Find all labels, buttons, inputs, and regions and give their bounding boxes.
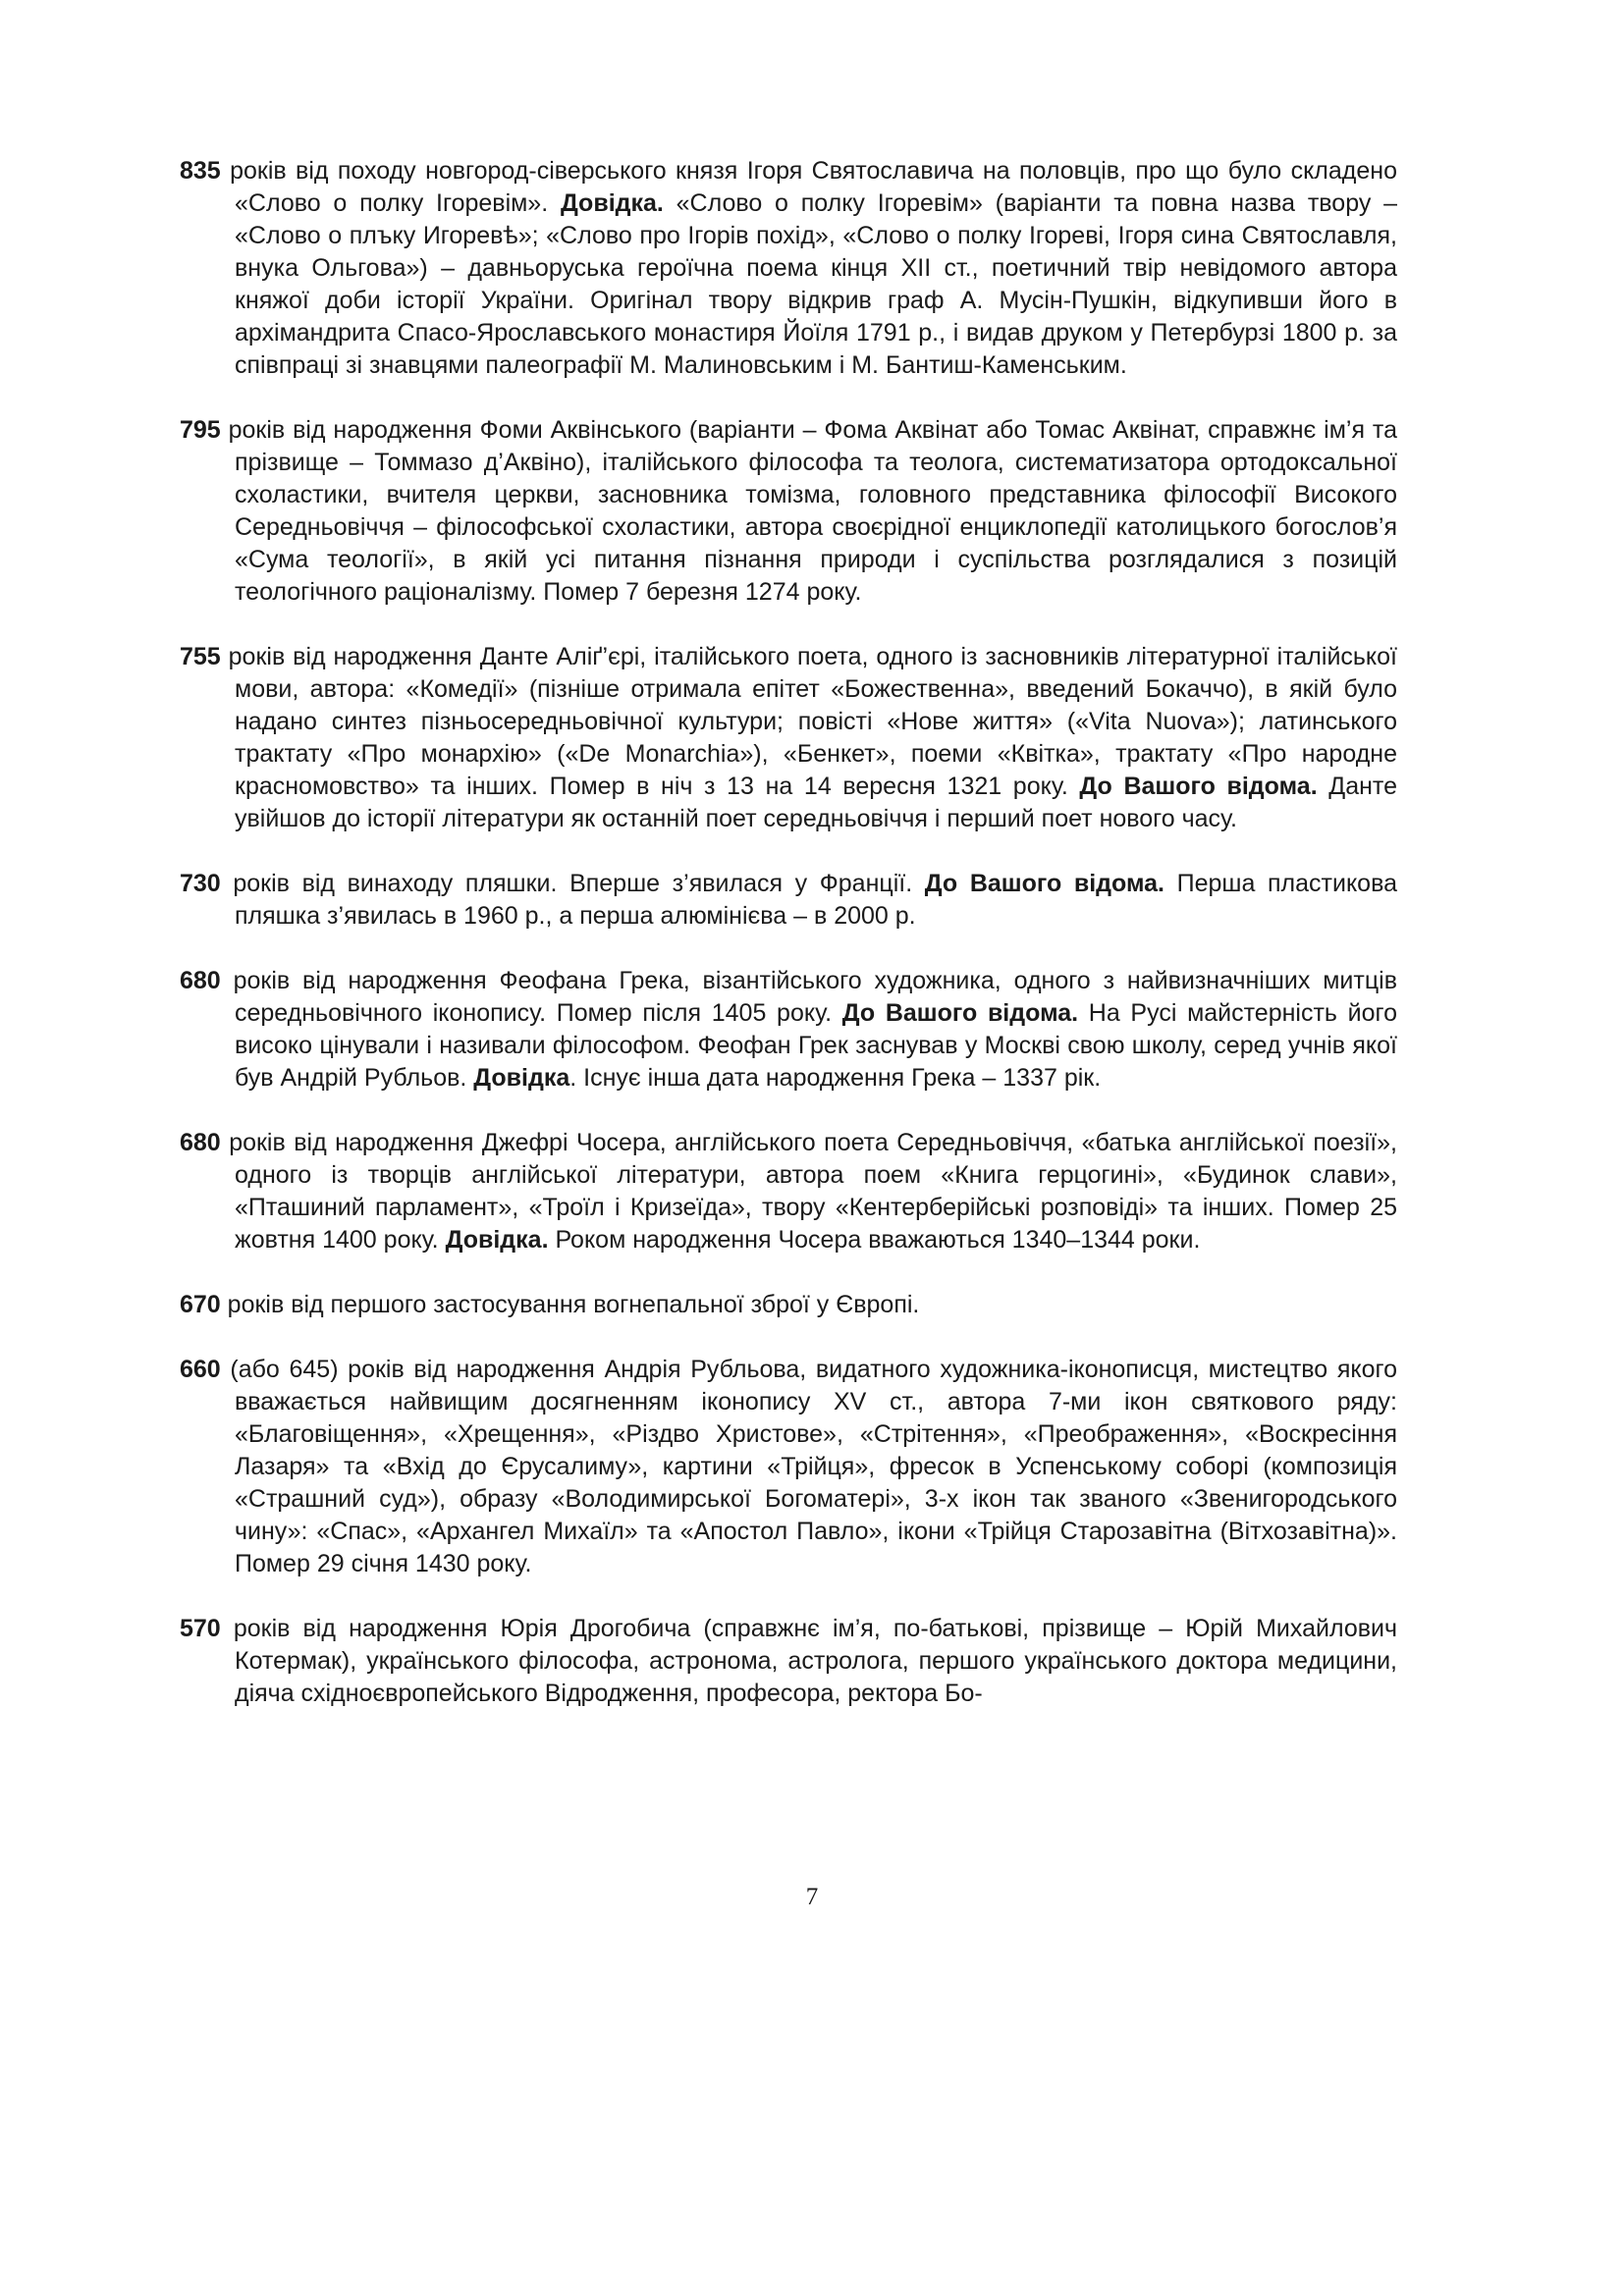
entry-bold-label: Довідка. [445, 1226, 549, 1254]
entry-years-number: 730 [180, 870, 221, 897]
entry-text: років від походу новгород-сіверського князя Ігоря Святославича на половців, про що було складено «Слово о полку Ігоревім». [220, 157, 1397, 217]
page-number: 7 [805, 1884, 819, 1910]
entry-years-number: 660 [180, 1356, 221, 1383]
anniversary-entry [180, 1289, 1397, 1321]
entry-years-number: 670 [180, 1291, 221, 1318]
entry-years-number: 795 [180, 416, 221, 444]
entry-text: «Слово о полку Ігоревім» (варіанти та повна назва твору – «Слово о плъку Игоревѣ»; «Слово про Ігорів похід», «Слово о полку Ігореві, Ігоря сина Святославля, внука Ольгова») – давньоруська героїчна поема кінця XII ст., поетичний твір невідомого автора княжої доби історії України. Оригінал твору відкрив граф А. Мусін-Пушкін, відкупивши його в архімандрита Спасо-Ярославського монастиря Йоїля 1791 р., і видав друком у Петербурзі 1800 р. за співпраці зі знавцями палеографії М. Малиновським і М. Бантиш-Каменським. [235, 189, 1397, 379]
entry-text: років від народження Данте Аліґ’єрі, італійського поета, одного із засновників літературної італійської мови, автора: «Комедії» (пізніше отримала епітет «Божественна», введений Бокаччо), в якій було надано синтез пізньосередньовічної культури; повісті «Нове життя» («Vita Nuova»); латинського трактату «Про монархію» («De Monarchia»), «Бенкет», поеми «Квітка», трактату «Про народне красномовство» та інших. Помер в ніч з 13 на 14 вересня 1321 року. [220, 643, 1397, 800]
entry-text: (або 645) років від народження Андрія Рубльова, видатного художника-іконописця, мистецтво якого вважається найвищим досягненням іконопису XV ст., автора 7-ми ікон святкового ряду: «Благовіщення», «Хрещення», «Різдво Христове», «Стрітення», «Преображення», «Воскресіння Лазаря» та «Вхід до Єрусалиму», картини «Трійця», фресок в Успенському соборі (композиція «Страшний суд»), образу «Володимирської Богоматері», 3-х ікон так званого «Звенигородського чину»: «Спас», «Архангел Михаїл» та «Апостол Павло», ікони «Трійця Старозавітна (Вітхозавітна)». Помер 29 січня 1430 року. [220, 1356, 1397, 1577]
entry-text: Данте увійшов до історії літератури як останній поет середньовіччя і перший поет нового часу. [235, 773, 1397, 832]
anniversary-entry [180, 1354, 1397, 1580]
entry-years-number: 680 [180, 967, 221, 994]
entry-years-number: 755 [180, 643, 221, 670]
entry-text: років від народження Фоми Аквінського (варіанти – Фома Аквінат або Томас Аквінат, справжнє ім’я та прізвище – Томмазо д’Аквіно), італійського філософа та теолога, систематизатора ортодоксальної схоластики, вчителя церкви, засновника томізма, головного представника філософії Високого Середньовіччя – філософської схоластики, автора своєрідної енциклопедії католицького богослов’я «Сума теології», в якій усі питання пізнання природи і суспільства розглядалися з позицій теологічного раціоналізму. Помер 7 березня 1274 року. [220, 416, 1397, 606]
entry-years-number: 835 [180, 157, 221, 185]
anniversary-entry [180, 868, 1397, 933]
entry-text: років від першого застосування вогнепальної зброї у Європі. [220, 1291, 920, 1318]
anniversary-entry [180, 155, 1397, 382]
anniversary-entry [180, 1613, 1397, 1710]
anniversary-entry [180, 414, 1397, 609]
entry-bold-label: До Вашого відома. [841, 999, 1079, 1027]
anniversary-entry [180, 965, 1397, 1095]
entry-text: . Існує інша дата народження Грека – 1337 рік. [569, 1064, 1102, 1092]
entry-text: років від народження Феофана Грека, візантійського художника, одного з найвизначніших митців середньовічного іконопису. Помер після 1405 року. [220, 967, 1397, 1027]
entry-bold-label: Довідка [473, 1064, 570, 1092]
entry-bold-label: Довідка. [560, 189, 664, 217]
entry-text: років від народження Джефрі Чосера, англійського поета Середньовіччя, «батька англійської поезії», одного із творців англійської літератури, автора поем «Книга герцогині», «Будинок слави», «Пташиний парламент», «Троїл і Кризеїда», твору «Кентерберійські розповіді» та інших. Помер 25 жовтня 1400 року. [220, 1129, 1397, 1254]
entry-years-number: 570 [180, 1615, 221, 1642]
anniversary-entry [180, 1127, 1397, 1256]
entry-text: На Русі майстерність його високо цінували і називали філософом. Феофан Грек заснував у Москві свою школу, серед учнів якої був Андрій Рубльов. [235, 999, 1397, 1092]
entry-years-number: 680 [180, 1129, 221, 1156]
entry-text: Перша пластикова пляшка з’явилась в 1960 р., а перша алюмінієва – в 2000 р. [235, 870, 1397, 930]
entry-text: років від народження Юрія Дрогобича (справжнє ім’я, по-батькові, прізвище – Юрій Михайлович Котермак), українського філософа, астронома, астролога, першого українського доктора медицини, діяча східноєвропейського Відродження, професора, ректора Бо- [220, 1615, 1397, 1707]
entry-text: років від винаходу пляшки. Вперше з’явилася у Франції. [220, 870, 925, 897]
anniversary-entry [180, 641, 1397, 835]
entry-bold-label: До Вашого відома. [1079, 773, 1318, 800]
document-body [180, 155, 1397, 1710]
entry-bold-label: До Вашого відома. [924, 870, 1165, 897]
entry-text: Роком народження Чосера вважаються 1340–1344 роки. [548, 1226, 1201, 1254]
